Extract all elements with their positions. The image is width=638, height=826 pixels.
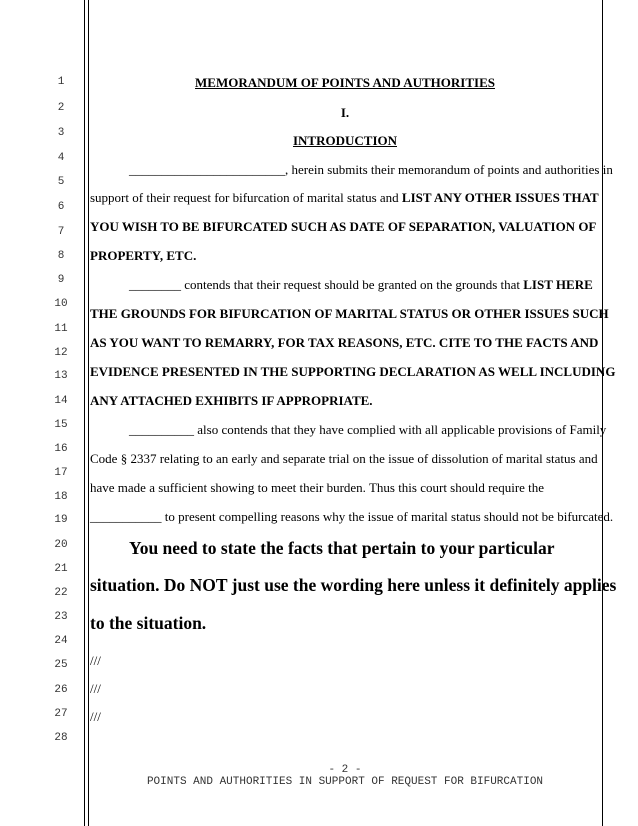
line-number: 17 bbox=[54, 467, 68, 479]
line-number: 1 bbox=[57, 76, 65, 88]
line-number: 18 bbox=[54, 491, 68, 503]
line-number: 24 bbox=[54, 635, 68, 647]
left-margin-rule-1 bbox=[84, 0, 85, 826]
line-number: 21 bbox=[54, 563, 68, 575]
continuation-mark: /// bbox=[90, 653, 101, 668]
instruction-note-line-2: situation. Do NOT just use the wording here unless it definitely applies bbox=[90, 575, 617, 595]
paragraph-1-line-1 bbox=[129, 162, 613, 178]
paragraph-2-line-1 bbox=[129, 277, 593, 293]
paragraph-text: support of their request for bifurcation of marital status and bbox=[90, 190, 402, 205]
line-number: 6 bbox=[57, 201, 65, 213]
line-number: 20 bbox=[54, 539, 68, 551]
line-number: 14 bbox=[54, 395, 68, 407]
paragraph-2-line-2: THE GROUNDS FOR BIFURCATION OF MARITAL STATUS OR OTHER ISSUES SUCH bbox=[90, 306, 609, 321]
line-number: 22 bbox=[54, 587, 68, 599]
line-number: 11 bbox=[54, 323, 68, 335]
party-name-blank[interactable]: ________________________ bbox=[129, 162, 285, 177]
line-number: 5 bbox=[57, 176, 65, 188]
line-number: 2 bbox=[57, 102, 65, 114]
line-number: 12 bbox=[54, 347, 68, 359]
paragraph-2-line-4: EVIDENCE PRESENTED IN THE SUPPORTING DECLARATION AS WELL INCLUDING bbox=[90, 364, 616, 379]
line-number: 25 bbox=[54, 659, 68, 671]
paragraph-text: also contends that they have complied with all applicable provisions of Family bbox=[194, 422, 607, 437]
line-number: 8 bbox=[57, 250, 65, 262]
line-number: 19 bbox=[54, 514, 68, 526]
line-number: 9 bbox=[57, 274, 65, 286]
paragraph-2-line-5: ANY ATTACHED EXHIBITS IF APPROPRIATE. bbox=[90, 393, 373, 408]
paragraph-3-line-2: Code § 2337 relating to an early and separate trial on the issue of dissolution of marital status and bbox=[90, 451, 598, 466]
party-name-blank[interactable]: ________ bbox=[129, 277, 181, 292]
line-number: 15 bbox=[54, 419, 68, 431]
section-number: I. bbox=[340, 105, 350, 120]
left-margin-rule-2 bbox=[88, 0, 89, 826]
paragraph-3-line-1 bbox=[129, 422, 606, 438]
line-number: 10 bbox=[54, 298, 68, 310]
line-number: 7 bbox=[57, 226, 65, 238]
right-margin-rule bbox=[602, 0, 603, 826]
paragraph-text: , herein submits their memorandum of points and authorities in bbox=[285, 162, 613, 177]
line-number: 28 bbox=[54, 732, 68, 744]
paragraph-3-line-3: have made a sufficient showing to meet their burden. Thus this court should require the bbox=[90, 480, 545, 495]
section-title: INTRODUCTION bbox=[292, 133, 397, 148]
line-number: 13 bbox=[54, 370, 68, 382]
party-name-blank[interactable]: __________ bbox=[129, 422, 194, 437]
paragraph-3-line-4 bbox=[90, 509, 613, 525]
line-number: 23 bbox=[54, 611, 68, 623]
paragraph-1-line-4: PROPERTY, ETC. bbox=[90, 248, 197, 263]
paragraph-2-line-3: AS YOU WANT TO REMARRY, FOR TAX REASONS, ETC. CITE TO THE FACTS AND bbox=[90, 335, 599, 350]
continuation-mark: /// bbox=[90, 681, 101, 696]
continuation-mark: /// bbox=[90, 709, 101, 724]
line-number: 16 bbox=[54, 443, 68, 455]
instruction-text: LIST HERE bbox=[523, 277, 593, 292]
instruction-text: LIST ANY OTHER ISSUES THAT bbox=[401, 190, 599, 205]
document-heading: MEMORANDUM OF POINTS AND AUTHORITIES bbox=[195, 75, 495, 90]
line-number: 4 bbox=[57, 152, 65, 164]
paragraph-1-line-3: YOU WISH TO BE BIFURCATED SUCH AS DATE OF SEPARATION, VALUATION OF bbox=[90, 219, 597, 234]
line-number: 3 bbox=[57, 127, 65, 139]
paragraph-text: to present compelling reasons why the issue of marital status should not be bifurcated. bbox=[161, 509, 614, 524]
page-number: - 2 - bbox=[328, 764, 362, 776]
line-number: 26 bbox=[54, 684, 68, 696]
instruction-note-line-3: to the situation. bbox=[90, 613, 207, 633]
paragraph-1-line-2 bbox=[90, 190, 599, 206]
paragraph-text: contends that their request should be granted on the grounds that bbox=[181, 277, 524, 292]
party-name-blank[interactable]: ___________ bbox=[90, 509, 162, 524]
line-number: 27 bbox=[54, 708, 68, 720]
footer-title: POINTS AND AUTHORITIES IN SUPPORT OF REQUEST FOR BIFURCATION bbox=[146, 776, 544, 788]
instruction-note-line-1: You need to state the facts that pertain to your particular bbox=[129, 538, 555, 558]
